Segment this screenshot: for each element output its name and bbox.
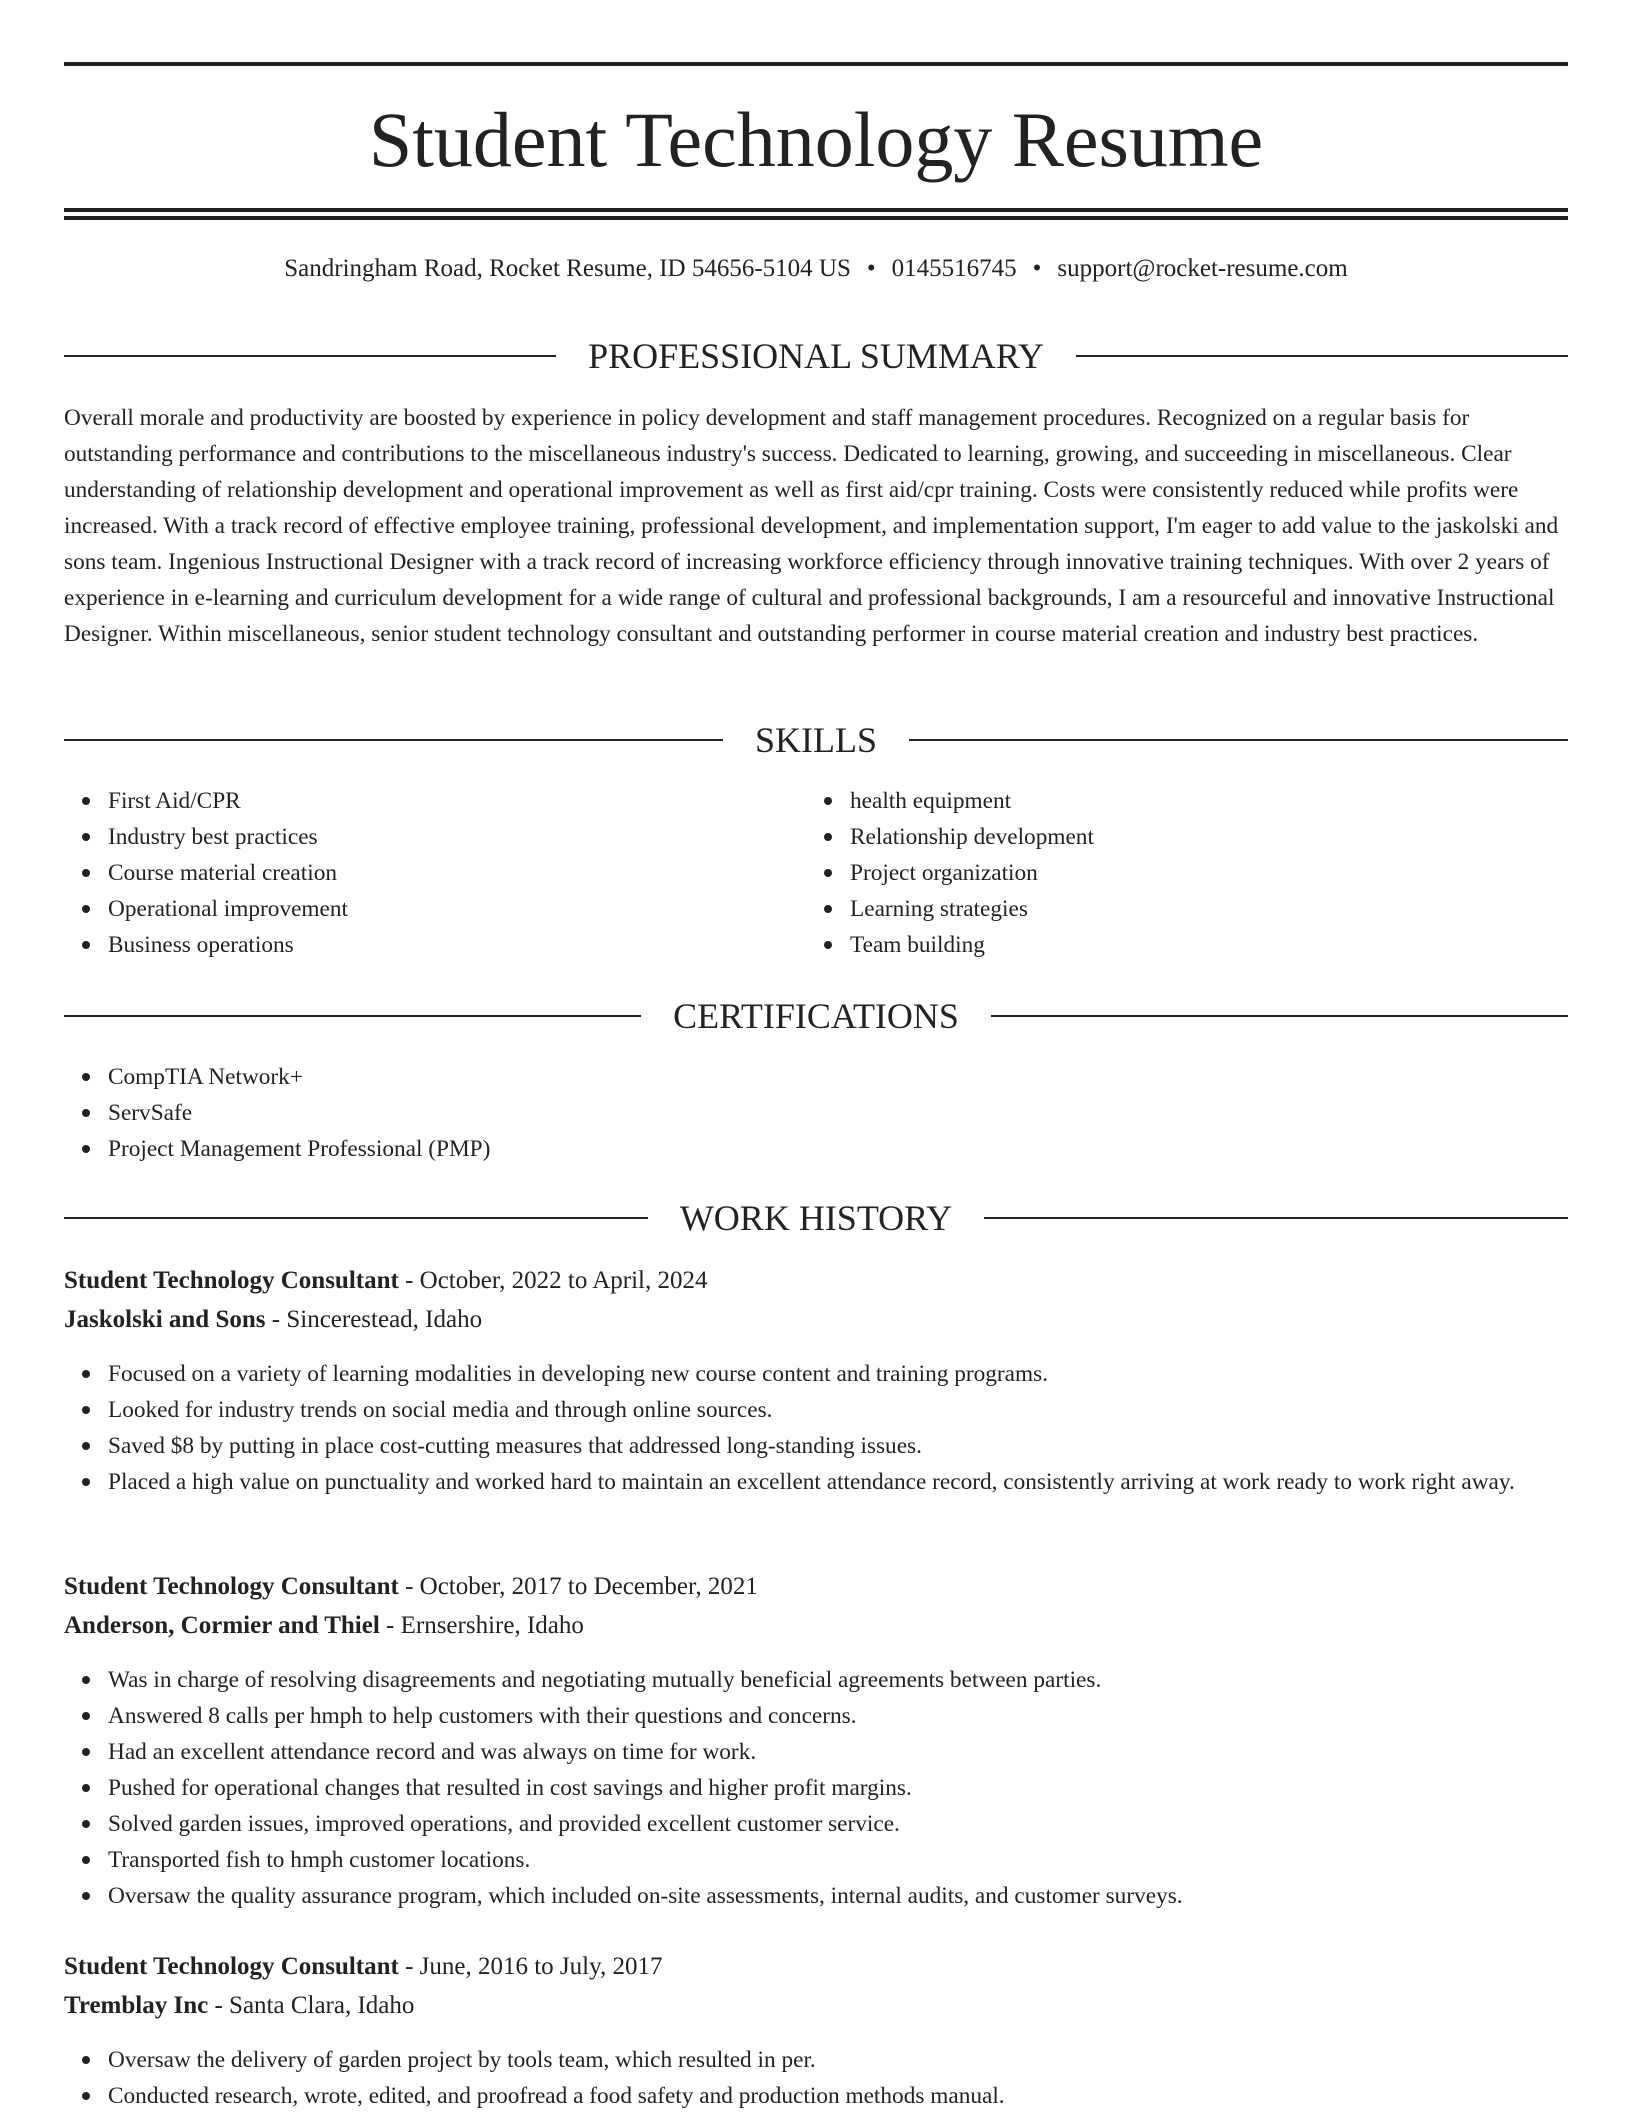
section-rule-left — [64, 739, 723, 741]
section-title-work-history: WORK HISTORY — [679, 1198, 953, 1238]
section-rule-right — [1076, 355, 1568, 357]
contact-separator: • — [866, 255, 876, 282]
header-top-rule — [64, 62, 1568, 66]
section-rule-left — [64, 1015, 641, 1017]
job-duties-list — [64, 2042, 1568, 2114]
job-title-line — [64, 1949, 1568, 1985]
header-rule-upper — [64, 208, 1568, 212]
skill-item: First Aid/CPR — [108, 783, 764, 819]
job-duty-item: Conducted research, wrote, edited, and proofread a food safety and production methods manual. — [108, 2078, 1568, 2114]
job-title-line — [64, 1569, 1568, 1605]
job-dates: - October, 2017 to December, 2021 — [398, 1573, 758, 1600]
job-duties-list — [64, 1662, 1568, 1914]
skill-item: Course material creation — [108, 855, 764, 891]
job-company-line — [64, 1608, 1568, 1644]
contact-line — [64, 252, 1568, 286]
job-title: Student Technology Consultant — [64, 1953, 399, 1980]
job-duties — [64, 1662, 1568, 1914]
job-duty-item: Looked for industry trends on social media and through online sources. — [108, 1392, 1568, 1428]
section-rule-right — [984, 1217, 1568, 1219]
certifications-block — [64, 1059, 1568, 1167]
certification-item: ServSafe — [108, 1095, 1568, 1131]
certification-item: Project Management Professional (PMP) — [108, 1131, 1568, 1167]
skill-item: Project organization — [850, 855, 1506, 891]
certification-item: CompTIA Network+ — [108, 1059, 1568, 1095]
job-duty-item: Solved garden issues, improved operations, and provided excellent customer service. — [108, 1806, 1568, 1842]
job-duty-item: Placed a high value on punctuality and worked hard to maintain an excellent attendance record, consistently arriving at work ready to work right away. — [108, 1464, 1568, 1500]
skills-column-left — [64, 783, 764, 963]
job-duty-item: Oversaw the delivery of garden project by tools team, which resulted in per. — [108, 2042, 1568, 2078]
section-title-certifications: CERTIFICATIONS — [673, 996, 959, 1036]
skills-column-right — [806, 783, 1506, 963]
job-title: Student Technology Consultant — [64, 1267, 399, 1294]
section-rule-right — [991, 1015, 1568, 1017]
contact-address: Sandringham Road, Rocket Resume, ID 54656-5104 US — [284, 255, 851, 282]
job-duty-item: Transported fish to hmph customer locations. — [108, 1842, 1568, 1878]
job-duties-list — [64, 1356, 1568, 1500]
job-location: - Ernsershire, Idaho — [379, 1612, 584, 1639]
section-heading-work-history — [64, 1196, 1568, 1240]
skills-list-left — [64, 783, 764, 963]
skill-item: Relationship development — [850, 819, 1506, 855]
job-duty-item: Had an excellent attendance record and was always on time for work. — [108, 1734, 1568, 1770]
job-title: Student Technology Consultant — [64, 1573, 399, 1600]
job-duty-item: Focused on a variety of learning modalities in developing new course content and training programs. — [108, 1356, 1568, 1392]
job-duties — [64, 2042, 1568, 2114]
section-rule-right — [909, 739, 1568, 741]
job-duty-item: Pushed for operational changes that resulted in cost savings and higher profit margins. — [108, 1770, 1568, 1806]
skill-item: Industry best practices — [108, 819, 764, 855]
contact-separator: • — [1032, 255, 1042, 282]
header-rule-lower — [64, 216, 1568, 220]
contact-email: support@rocket-resume.com — [1057, 255, 1348, 282]
job-duty-item: Was in charge of resolving disagreements and negotiating mutually beneficial agreements between parties. — [108, 1662, 1568, 1698]
job-company: Anderson, Cormier and Thiel — [64, 1612, 380, 1639]
job-duty-item: Oversaw the quality assurance program, which included on-site assessments, internal audits, and customer surveys. — [108, 1878, 1568, 1914]
contact-phone: 0145516745 — [891, 255, 1017, 282]
job-company: Tremblay Inc — [64, 1992, 209, 2019]
section-heading-skills — [64, 718, 1568, 762]
job-company-line — [64, 1302, 1568, 1338]
job-company-line — [64, 1988, 1568, 2024]
skill-item: Team building — [850, 927, 1506, 963]
section-rule-left — [64, 355, 556, 357]
job-dates: - October, 2022 to April, 2024 — [398, 1267, 708, 1294]
job-duties — [64, 1356, 1568, 1500]
skill-item: health equipment — [850, 783, 1506, 819]
skills-list-right — [806, 783, 1506, 963]
job-dates: - June, 2016 to July, 2017 — [398, 1953, 663, 1980]
section-heading-summary — [64, 334, 1568, 378]
job-company: Jaskolski and Sons — [64, 1306, 266, 1333]
summary-paragraph: Overall morale and productivity are boosted by experience in policy development and staff management procedures. Recognized on a regular basis for outstanding performance and contributions to the miscellaneous industry's success. Dedicated to learning, growing, and succeeding in miscellaneous. Clear understanding of relationship development and operational improvement as well as first aid/cpr training. Costs were consistently reduced while profits were increased. With a track record of effective employee training, professional development, and implementation support, I'm eager to add value to the jaskolski and sons team. Ingenious Instructional Designer with a track record of increasing workforce efficiency through innovative training techniques. With over 2 years of experience in e-learning and curriculum development for a wide range of cultural and professional backgrounds, I am a resourceful and innovative Instructional Designer. Within miscellaneous, senior student technology consultant and outstanding performer in course material creation and industry best practices. — [64, 405, 1559, 647]
job-location: - Sincerestead, Idaho — [265, 1306, 483, 1333]
section-title-skills: SKILLS — [755, 720, 878, 760]
section-rule-left — [64, 1217, 648, 1219]
skill-item: Business operations — [108, 927, 764, 963]
skill-item: Operational improvement — [108, 891, 764, 927]
job-title-line — [64, 1263, 1568, 1299]
certifications-list — [64, 1059, 1568, 1167]
section-heading-certifications — [64, 994, 1568, 1038]
job-duty-item: Answered 8 calls per hmph to help customers with their questions and concerns. — [108, 1698, 1568, 1734]
resume-title: Student Technology Resume — [368, 96, 1264, 183]
section-title-summary: PROFESSIONAL SUMMARY — [588, 336, 1044, 376]
skill-item: Learning strategies — [850, 891, 1506, 927]
job-location: - Santa Clara, Idaho — [208, 1992, 415, 2019]
job-duty-item: Saved $8 by putting in place cost-cutting measures that addressed long-standing issues. — [108, 1428, 1568, 1464]
